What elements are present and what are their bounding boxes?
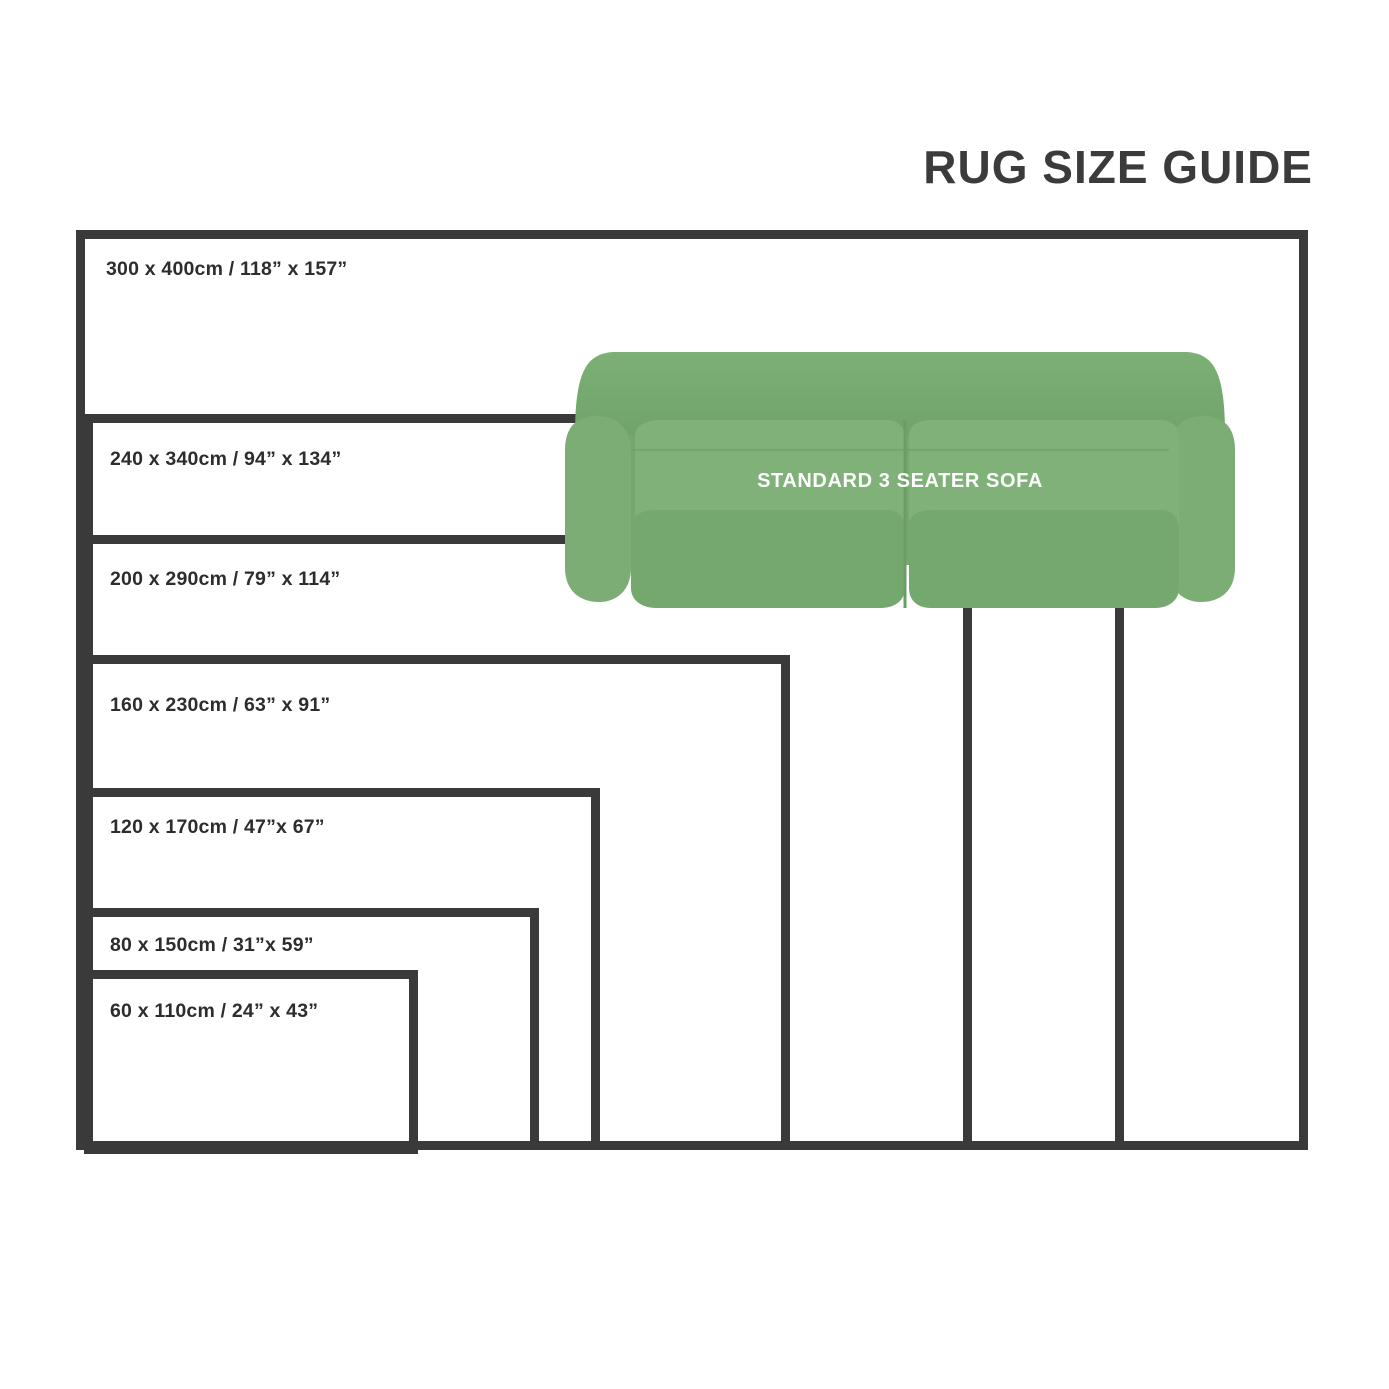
rug-label-300x400: 300 x 400cm / 118” x 157” [106,258,348,280]
rug-label-80x150: 80 x 150cm / 31”x 59” [110,934,314,956]
rug-label-60x110: 60 x 110cm / 24” x 43” [110,1000,319,1022]
rug-label-200x290: 200 x 290cm / 79” x 114” [110,568,341,590]
sofa-label: STANDARD 3 SEATER SOFA [757,470,1043,492]
rug-label-160x230: 160 x 230cm / 63” x 91” [110,694,331,716]
rug-rect-60x110 [84,970,418,1154]
rug-label-120x170: 120 x 170cm / 47”x 67” [110,816,325,838]
rug-label-240x340: 240 x 340cm / 94” x 134” [110,448,342,470]
page-title: RUG SIZE GUIDE [923,141,1313,193]
